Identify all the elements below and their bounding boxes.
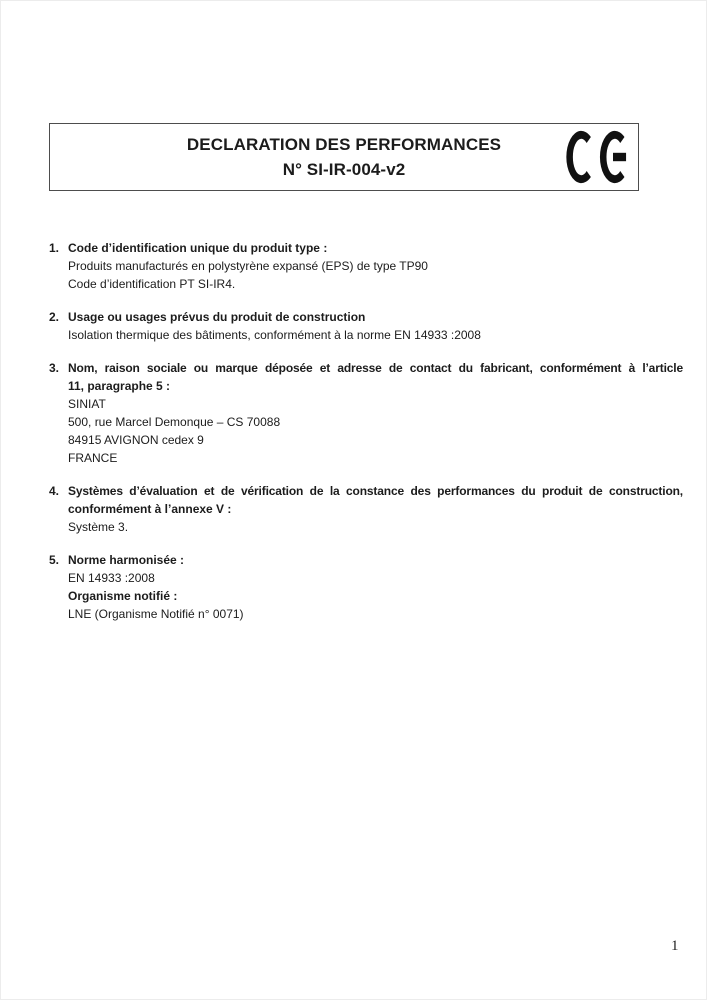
manufacturer-street: 500, rue Marcel Demonque – CS 70088 [68,415,281,429]
section-body-line: Isolation thermique des bâtiments, conformément à la norme EN 14933 :2008 [68,328,481,342]
section-body-line: Code d’identification PT SI-IR4. [68,277,236,291]
ce-mark-icon [563,129,635,185]
section-number: 5. [49,553,60,567]
section-lines [68,551,683,623]
standard-reference: EN 14933 :2008 [68,571,155,585]
header-titles [50,124,638,190]
notified-body-value: LNE (Organisme Notifié n° 0071) [68,607,244,621]
section-number: 2. [49,310,60,324]
sections-list [49,239,683,638]
page-number: 1 [671,938,679,954]
manufacturer-city: 84915 AVIGNON cedex 9 [68,433,204,447]
section-body-line: Système 3. [68,520,129,534]
section-intended-use [49,308,683,344]
section-number: 4. [49,484,60,498]
section-body-line: Produits manufacturés en polystyrène expansé (EPS) de type TP90 [68,259,428,273]
header-box [49,123,639,191]
section-number: 1. [49,241,60,255]
section-manufacturer [49,359,683,467]
section-lines [68,359,683,467]
section-lines [68,308,683,344]
document-title: DECLARATION DES PERFORMANCES [186,134,502,154]
manufacturer-name: SINIAT [68,397,106,411]
section-heading: Norme harmonisée : [68,553,185,567]
manufacturer-country: FRANCE [68,451,118,465]
section-product-id [49,239,683,293]
section-heading-continued: 11, paragraphe 5 : [68,379,171,393]
section-heading: Systèmes d’évaluation et de vérification de la constance des performances du produit de construction, [68,484,683,498]
section-number: 3. [49,361,60,375]
section-heading: Usage ou usages prévus du produit de construction [68,310,366,324]
section-heading-continued: conformément à l’annexe V : [68,502,232,516]
notified-body-heading: Organisme notifié : [68,589,178,603]
section-lines [68,239,683,293]
section-avcp-system [49,482,683,536]
section-heading: Nom, raison sociale ou marque déposée et adresse de contact du fabricant, conformément à l’article [68,361,683,375]
section-harmonised-standard [49,551,683,623]
section-lines [68,482,683,536]
section-heading: Code d’identification unique du produit type : [68,241,328,255]
document-number: N° SI-IR-004-v2 [282,159,406,179]
